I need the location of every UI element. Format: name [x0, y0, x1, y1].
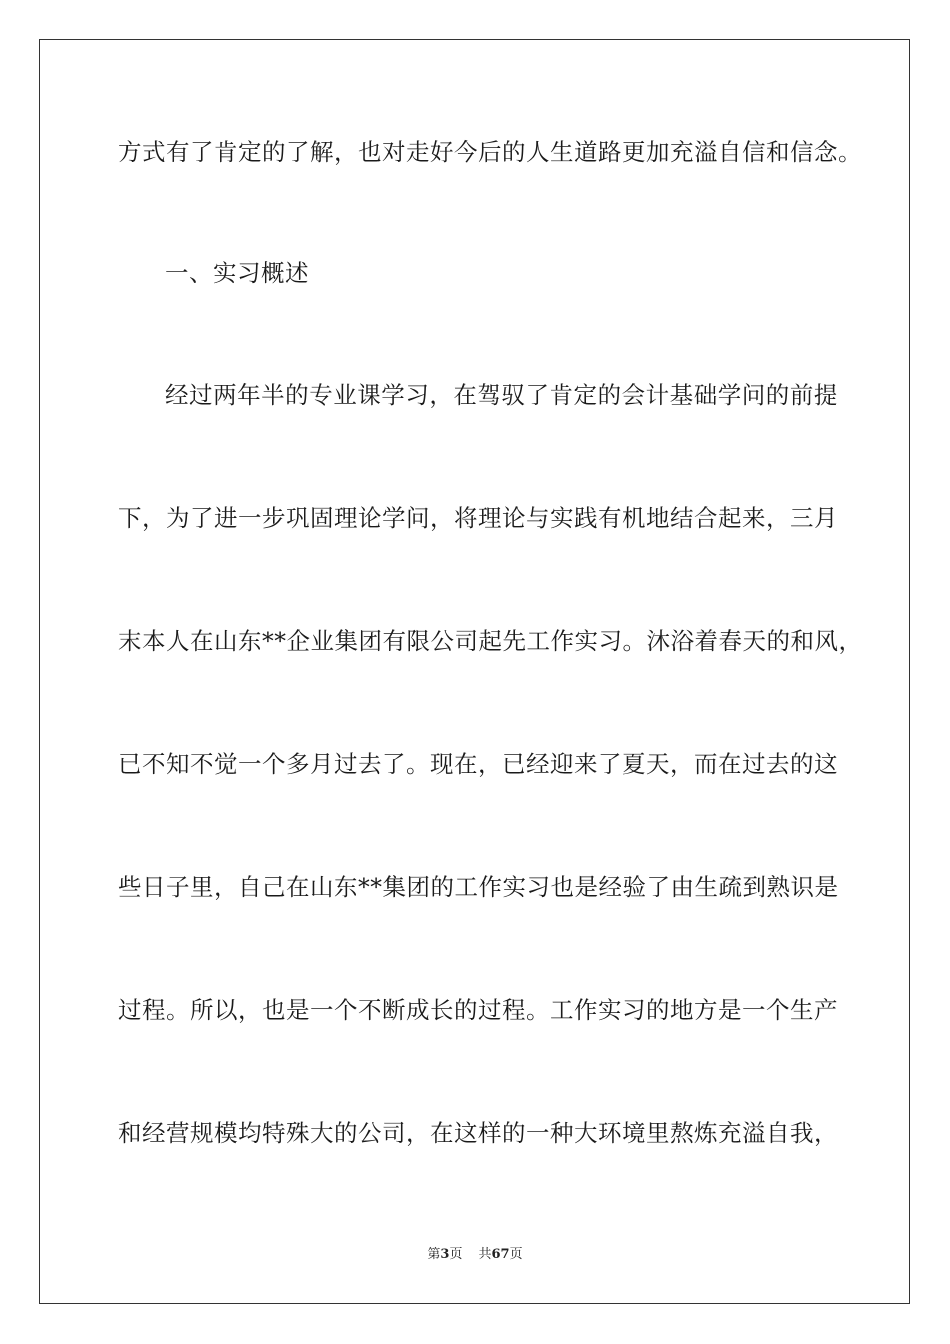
glyph: ** [262, 627, 287, 655]
paragraph-line-7 [118, 995, 838, 1025]
glyph: 过 [334, 750, 358, 778]
glyph: 天 [646, 750, 670, 778]
glyph: ， [838, 627, 863, 655]
glyph: 溢 [742, 1119, 766, 1147]
glyph: 产 [814, 996, 838, 1024]
glyph: 的 [430, 873, 455, 901]
paragraph-line-5 [118, 749, 838, 779]
glyph: 在 [286, 873, 310, 901]
glyph: 工 [526, 627, 551, 655]
paragraph-line-4 [118, 626, 863, 656]
glyph: 熬 [670, 1119, 694, 1147]
glyph: 公 [358, 1119, 382, 1147]
glyph: 公 [430, 627, 455, 655]
glyph: 成 [406, 996, 430, 1024]
glyph: 论 [502, 504, 526, 532]
glyph: 生 [790, 996, 814, 1024]
glyph: ， [429, 381, 454, 409]
glyph: 月 [814, 504, 838, 532]
glyph: ， [766, 504, 790, 532]
footer-page-prefix: 第 [427, 1247, 441, 1262]
glyph: 是 [574, 873, 599, 901]
glyph: 里 [190, 873, 214, 901]
glyph: 的 [790, 750, 814, 778]
glyph: 沐 [646, 627, 671, 655]
glyph: 半 [261, 381, 286, 409]
glyph: 起 [478, 627, 503, 655]
glyph: 作 [550, 627, 575, 655]
glyph: 大 [310, 1119, 334, 1147]
glyph: 实 [574, 627, 599, 655]
glyph: 样 [478, 1119, 502, 1147]
glyph: 地 [670, 996, 694, 1024]
glyph: 东 [238, 627, 262, 655]
glyph: 起 [718, 504, 742, 532]
paragraph-line-2 [165, 380, 838, 410]
glyph: 是 [814, 873, 839, 901]
glyph: 过 [189, 381, 214, 409]
glyph: 这 [454, 1119, 478, 1147]
glyph: 了 [382, 750, 406, 778]
glyph: 了 [646, 873, 671, 901]
glyph: 。 [526, 996, 550, 1024]
glyph: 天 [742, 627, 767, 655]
glyph: 专 [309, 381, 334, 409]
glyph: 也 [550, 873, 575, 901]
glyph: 浴 [670, 627, 695, 655]
glyph: 个 [262, 750, 286, 778]
glyph: 模 [214, 1119, 238, 1147]
glyph: 来 [742, 504, 766, 532]
footer-total-number: 67 [491, 1247, 510, 1262]
glyph: 习 [405, 381, 430, 409]
page-footer [0, 1247, 950, 1263]
glyph: 工 [550, 996, 574, 1024]
glyph: 机 [622, 504, 646, 532]
glyph: 殊 [286, 1119, 310, 1147]
glyph: 现 [430, 750, 454, 778]
glyph: 熟 [766, 873, 791, 901]
glyph: 一 [238, 750, 262, 778]
glyph: ， [814, 1119, 838, 1147]
footer-page-suffix: 页 [449, 1247, 463, 1262]
glyph: 实 [550, 504, 574, 532]
glyph: 会 [621, 381, 646, 409]
glyph: 规 [190, 1119, 214, 1147]
glyph: 由 [670, 873, 695, 901]
glyph: 理 [478, 504, 502, 532]
glyph: 炼 [694, 1119, 718, 1147]
glyph: 程 [142, 996, 166, 1024]
glyph: 理 [334, 504, 358, 532]
glyph: 实 [598, 996, 622, 1024]
glyph: 下 [118, 504, 142, 532]
glyph: 团 [406, 873, 431, 901]
glyph: 本 [142, 627, 166, 655]
glyph: 夏 [622, 750, 646, 778]
glyph: 充 [718, 1119, 742, 1147]
glyph: 环 [598, 1119, 622, 1147]
glyph: ， [478, 750, 502, 778]
glyph: 春 [718, 627, 743, 655]
glyph: 人 [166, 627, 190, 655]
glyph: 础 [693, 381, 718, 409]
glyph: 作 [574, 996, 598, 1024]
glyph: 经 [598, 873, 623, 901]
glyph: 经 [526, 750, 550, 778]
glyph: ， [406, 1119, 430, 1147]
glyph: 末 [118, 627, 142, 655]
glyph: 程 [502, 996, 526, 1024]
glyph: 在 [454, 750, 478, 778]
glyph: 过 [118, 996, 142, 1024]
glyph: 。 [406, 750, 430, 778]
glyph: 验 [622, 873, 647, 901]
glyph: 种 [550, 1119, 574, 1147]
glyph: 工 [454, 873, 479, 901]
glyph: 学 [717, 381, 742, 409]
glyph: 。 [166, 996, 190, 1024]
glyph: 里 [646, 1119, 670, 1147]
glyph: 肯 [549, 381, 574, 409]
glyph: 问 [741, 381, 766, 409]
glyph: 固 [310, 504, 334, 532]
glyph: 一 [742, 996, 766, 1024]
glyph: 是 [718, 996, 742, 1024]
glyph: 不 [190, 750, 214, 778]
glyph: 些 [118, 873, 142, 901]
glyph: 年 [237, 381, 262, 409]
glyph: 断 [382, 996, 406, 1024]
glyph: 所 [190, 996, 214, 1024]
glyph: 在 [453, 381, 478, 409]
glyph: 结 [670, 504, 694, 532]
glyph: 月 [310, 750, 334, 778]
glyph: 日 [142, 873, 166, 901]
glyph: 识 [790, 873, 815, 901]
glyph: 有 [598, 504, 622, 532]
glyph: ， [238, 996, 262, 1024]
glyph: 迎 [550, 750, 574, 778]
glyph: 不 [358, 996, 382, 1024]
glyph: 在 [430, 1119, 454, 1147]
glyph: 着 [694, 627, 719, 655]
glyph: 企 [286, 627, 311, 655]
glyph: 多 [286, 750, 310, 778]
glyph: 的 [285, 381, 310, 409]
glyph: 是 [286, 996, 310, 1024]
glyph: 来 [574, 750, 598, 778]
glyph: 这 [814, 750, 838, 778]
glyph: 的 [765, 381, 790, 409]
glyph: 习 [598, 627, 623, 655]
footer-total-suffix: 页 [509, 1247, 523, 1262]
glyph: 东 [334, 873, 358, 901]
glyph: 与 [526, 504, 550, 532]
glyph: ， [142, 504, 166, 532]
glyph: 个 [334, 996, 358, 1024]
glyph: 自 [238, 873, 262, 901]
glyph: 的 [454, 996, 478, 1024]
glyph: 合 [694, 504, 718, 532]
glyph: 均 [238, 1119, 262, 1147]
glyph: 风 [814, 627, 839, 655]
glyph: 步 [262, 504, 286, 532]
footer-page-number: 3 [440, 1247, 450, 1262]
glyph: 的 [502, 1119, 526, 1147]
glyph: 和 [118, 1119, 142, 1147]
glyph: 学 [382, 504, 406, 532]
glyph: 己 [262, 873, 286, 901]
glyph: 在 [718, 750, 742, 778]
paragraph-line-3 [118, 503, 838, 533]
glyph: 集 [334, 627, 359, 655]
glyph: 习 [622, 996, 646, 1024]
paragraph-line-6 [118, 872, 838, 902]
glyph: 团 [358, 627, 383, 655]
glyph: 驭 [501, 381, 526, 409]
glyph: 了 [598, 750, 622, 778]
glyph: 。 [622, 627, 647, 655]
glyph: 将 [454, 504, 478, 532]
glyph: 和 [790, 627, 815, 655]
glyph: 作 [478, 873, 503, 901]
glyph: 问 [406, 504, 430, 532]
glyph: 的 [597, 381, 622, 409]
glyph: 为 [166, 504, 190, 532]
glyph: 一 [310, 996, 334, 1024]
glyph: 进 [214, 504, 238, 532]
glyph: 营 [166, 1119, 190, 1147]
glyph: 一 [526, 1119, 550, 1147]
glyph: 子 [166, 873, 190, 901]
glyph: 过 [478, 996, 502, 1024]
glyph: 觉 [214, 750, 238, 778]
glyph: 经 [142, 1119, 166, 1147]
glyph: 生 [694, 873, 719, 901]
glyph: 基 [669, 381, 694, 409]
glyph: 的 [334, 1119, 358, 1147]
glyph: 有 [382, 627, 407, 655]
glyph: 司 [382, 1119, 406, 1147]
glyph: 课 [357, 381, 382, 409]
glyph: 限 [406, 627, 431, 655]
glyph: 前 [789, 381, 814, 409]
glyph: 的 [646, 996, 670, 1024]
glyph: 先 [502, 627, 527, 655]
glyph: ， [670, 750, 694, 778]
glyph: ， [214, 873, 238, 901]
glyph: 业 [333, 381, 358, 409]
footer-total-prefix: 共 [478, 1247, 492, 1262]
glyph: 过 [742, 750, 766, 778]
glyph: 特 [262, 1119, 286, 1147]
glyph: 习 [526, 873, 551, 901]
glyph: 山 [214, 627, 238, 655]
glyph: 疏 [718, 873, 743, 901]
glyph: 已 [118, 750, 142, 778]
glyph: 实 [502, 873, 527, 901]
glyph: 的 [766, 627, 791, 655]
page-border [39, 39, 910, 1304]
glyph: 学 [381, 381, 406, 409]
glyph: 我 [790, 1119, 814, 1147]
glyph: 而 [694, 750, 718, 778]
glyph: 践 [574, 504, 598, 532]
glyph: 两 [213, 381, 238, 409]
glyph: 定 [573, 381, 598, 409]
glyph: ** [358, 873, 383, 901]
glyph: 自 [766, 1119, 790, 1147]
glyph: 一 [238, 504, 262, 532]
glyph: 三 [790, 504, 814, 532]
glyph: 也 [262, 996, 286, 1024]
section-heading: 一、实习概述 [165, 259, 309, 287]
glyph: 巩 [286, 504, 310, 532]
glyph: 了 [190, 504, 214, 532]
glyph: 在 [190, 627, 214, 655]
glyph: 计 [645, 381, 670, 409]
glyph: 提 [813, 381, 838, 409]
glyph: 知 [166, 750, 190, 778]
paragraph-line-1: 方式有了肯定的了解，也对走好今后的人生道路更加充溢自信和信念。 [118, 138, 862, 166]
glyph: 方 [694, 996, 718, 1024]
glyph: 以 [214, 996, 238, 1024]
glyph: 去 [766, 750, 790, 778]
glyph: 驾 [477, 381, 502, 409]
paragraph-line-8 [118, 1118, 838, 1148]
glyph: 山 [310, 873, 334, 901]
glyph: 司 [454, 627, 479, 655]
glyph: 到 [742, 873, 767, 901]
glyph: 经 [165, 381, 189, 409]
glyph: 个 [766, 996, 790, 1024]
glyph: 长 [430, 996, 454, 1024]
glyph: 论 [358, 504, 382, 532]
glyph: 大 [574, 1119, 598, 1147]
glyph: 境 [622, 1119, 646, 1147]
glyph: 了 [525, 381, 550, 409]
glyph: 去 [358, 750, 382, 778]
glyph: ， [430, 504, 454, 532]
glyph: 已 [502, 750, 526, 778]
glyph: 业 [310, 627, 335, 655]
glyph: 集 [382, 873, 407, 901]
glyph: 不 [142, 750, 166, 778]
glyph: 地 [646, 504, 670, 532]
